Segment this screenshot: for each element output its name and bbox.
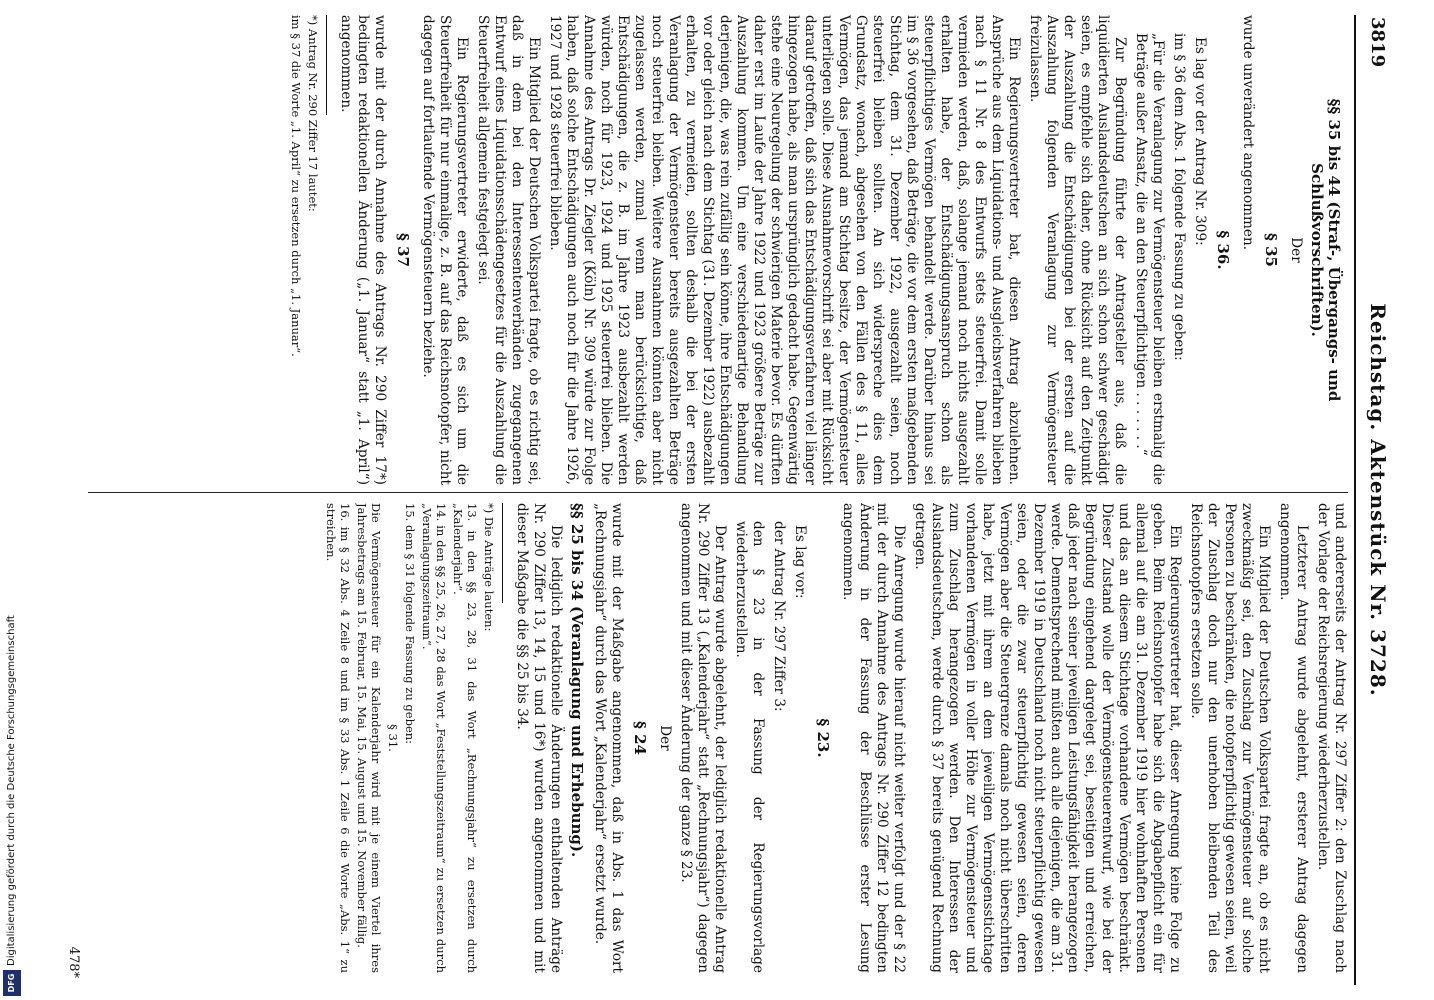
- column-divider: [88, 492, 1348, 493]
- paragraph: Ein Regierungsvertreter hat, dieser Anregung keine Folge zu geben. Beim Reichsnotopfer habe sich die Abgabepflicht ein für allemal auf die am 31. Dezember 1919 hier wohnhaften Personen und das an diesem Stichtage vorhandene Vermögen beschränkt. Dieser Zustand wolle der Vermögensteuerentwurf, wie bei der Begründung eingehend dargelegt sei, beseitigen und erreichen, daß jeder nach seiner jeweiligen Leistungsfähigkeit herangezogen werde. Dementsprechend müßten auch alle diejenigen, die am 31. Dezember 1919 in Deutschland noch nicht steuerpflichtig gewesen seien, oder die zwar steuerpflichtig gewesen seien, deren Vermögen aber die Steuergrenze damals noch nicht überschritten habe, jetzt mit ihrem an dem jeweiligen Vermögensstichtage vorhandenen Vermögen in voller Höhe zur Vermögensteuer und zum Zuschlag herangezogen werden. Den Interessen der Auslandsdeutschen, werde durch § 37 bereits genügend Rechnung getragen.: [912, 503, 1183, 973]
- text-antrag-297: der Antrag Nr. 297 Ziffer 3:: [771, 521, 787, 712]
- footnotes: [324, 503, 496, 973]
- paragraph: wurde mit der durch Annahme des Antrags Nr. 290 Ziffer 17*) bedingten redaktionellen Änderung („1. Januar“ statt „1. April“) angenommen.: [338, 15, 388, 485]
- paragraph: Die lediglich redaktionelle Änderungen enthaltenden Anträge Nr. 290 Ziffer 13, 14, 15 und 16*) wurden angenommen und mit dieser Maßgabe die §§ 25 bis 34.: [514, 503, 564, 973]
- paragraph: Letzterer Antrag wurde abgelehnt, ersterer Antrag dagegen angenommen.: [1277, 503, 1310, 973]
- footnote: im § 37 die Worte „1. April“ zu ersetzen durch „1. Januar“.: [289, 15, 303, 357]
- paragraph: Zur Begründung führte der Antragsteller aus, daß die liquidierten Auslandsdeutschen an sich schon schwer geschädigt seien, es empfehle sich daher, ohne Rücksicht auf den Zeitpunkt der Auszahlung die Entschädigungen bei der ersten auf die Auszahlung folgenden Veranlagung zur Vermögensteuer freizulassen.: [1027, 15, 1128, 485]
- credit-text: Digitalisierung gefördert durch die Deutsche Forschungsgemeinschaft: [6, 615, 17, 966]
- footnote: 14. in den §§ 25, 26, 27, 28 das Wort „Feststellungszeitraum“ zu ersetzen durch „Veranlagungszeitraum“.: [420, 503, 448, 973]
- section-heading-35: § 35: [1262, 233, 1280, 267]
- text-36-abs1: im § 36 dem Abs. 1 folgende Fassung zu geben:: [1171, 33, 1187, 361]
- footnote-rule: [326, 15, 327, 115]
- section-heading-35-44: §§ 35 bis 44 (Straf-, Übergangs- und Schlußvorschriften).: [1308, 98, 1343, 402]
- text-es-lag-vor: Es lag vor:: [792, 525, 808, 599]
- paragraph: Ein Regierungsvertreter bat, diesen Antrag abzulehnen. Ansprüche aus dem Liquidations- und Ausgleichsverfahren blieben nach § 11 Nr. 8 des Entwurfs stets steuerfrei. Damit solle vermieden werden, daß, solange jemand noch nichts ausgezahlt erhalten habe, der Entschädigungsanspruch schon als steuerpflichtiges Vermögen behandelt werde. Darüber hinaus sei im § 36 vorgesehen, daß Beträge, die vor dem ersten maßgebenden Stichtag, dem 31. Dezember 1922, ausgezahlt seien, noch steuerfrei bleiben sollten. An sich widerspreche dies dem Grundsatz, wonach, abgesehen von den Fällen des § 11, alles Vermögen, das jemand am Stichtag besitze, der Vermögensteuer unterliegen solle. Diese Ausnahmevorschrift sei aber mit Rücksicht darauf getroffen, daß sich das Entschädigungsverfahren viel länger hingezogen habe, als man ursprünglich gedacht habe. Gegenwärtig stehe eine Neuregelung der schwierigen Materie bevor. Es dürften daher erst im Laufe der Jahre 1922 und 1923 größere Beträge zur Auszahlung kommen. Um eine verschiedenartige Behandlung derjenigen, die, was rein zufällig sein könne, ihre Entschädigungen vor oder gleich nach dem Stichtag (31. Dezember 1922) ausbezahlt erhalten, zu vermeiden, sollten deshalb die bei der ersten Veranlagung der Vermögensteuer bereits ausgezahlten Beträge noch steuerfrei bleiben. Weitere Ausnahmen könnten aber nicht zugelassen werden, zumal wenn man berücksichtige, daß Entschädigungen, die z. B. im Jahre 1923 ausbezahlt werden würden, noch für 1923, 1924 und 1925 steuerfrei blieben. Die Annahme des Antrags Dr. Ziegler (Köln) Nr. 309 würde zur Folge haben, daß solche Entschädigungen auch noch für die Jahre 1926, 1927 und 1928 steuerfrei blieben.: [547, 15, 1022, 485]
- dfg-logo-icon: DFG: [3, 970, 21, 996]
- section-heading-24: § 24: [631, 721, 649, 755]
- footnote: 15. dem § 31 folgende Fassung zu geben:: [403, 503, 417, 745]
- digitization-credit: [0, 0, 24, 1000]
- quote-36: „Für die Veranlagung zur Vermögensteuer bleiben erstmalig die Beträge außer Ansatz, die an den Steuerpflichtigen . . . . . . .“: [1133, 33, 1166, 485]
- paragraph: Ein Mitglied der Deutschen Volkspartei fragte, ob es richtig sei, daß in dem bei den Interessentenverbänden zugegangenen Entwurf eines Liquidationsschädengesetzes für die Auszahlung die Steuerfreiheit allgemein festgelegt sei.: [475, 15, 542, 485]
- section-heading-23: § 23.: [814, 718, 832, 758]
- section-heading-36: § 36.: [1214, 230, 1232, 270]
- page-header: [1354, 15, 1390, 985]
- text-antrag-309: Es lag vor der Antrag Nr. 309:: [1192, 37, 1208, 246]
- paragraph: Der Antrag wurde abgelehnt, der lediglich redaktionelle Antrag Nr. 290 Ziffer 13 („Kalenderjahr“ statt „Rechnungsjahr“) dagegen angenommen und mit dieser Änderung der ganze § 23.: [678, 503, 728, 973]
- section-heading-25-34: §§ 25 bis 34 (Veranlagung und Erhebung).: [568, 503, 586, 858]
- right-column: [88, 503, 1348, 973]
- footnote-rule: [502, 503, 503, 603]
- text-unchanged: wurde unverändert angenommen.: [1240, 15, 1256, 251]
- paragraph: Ein Regierungsvertreter erwiderte, daß es sich um die Steuerfreiheit für nur einmalige, z. B. auf das Reichsnotopfer, nicht dagegen auf fortlaufende Vermögensteuern beziehe.: [420, 15, 470, 485]
- footnote: § 31.: [386, 724, 400, 752]
- footnote: 13. in den §§ 23, 28, 31 das Wort „Rechnungsjahr“ zu ersetzen durch „Kalenderjahr“.: [451, 503, 479, 973]
- paragraph: Ein Mitglied der Deutschen Volkspartei fragte an, ob es nicht zweckmäßig sei, den Zuschlag zur Vermögensteuer auf solche Personen zu beschränken, die notopferpflichtig gewesen seien, weil der Zuschlag doch nur den unerhoben bleibenden Teil des Reichsnotopfers ersetzen solle.: [1188, 503, 1272, 973]
- left-column: [88, 15, 1348, 485]
- footnote: 16. im § 32 Abs. 4 Zeile 8 und im § 33 Abs. 1 Zeile 6 die Worte „Abs. 1“ zu streichen.: [324, 503, 352, 973]
- paragraph: Die Anregung wurde hierauf nicht weiter verfolgt und der § 22 mit der durch Annahme des Antrags Nr. 290 Ziffer 12 bedingten Änderung in der Fassung der Beschlüsse erster Lesung angenommen.: [840, 503, 907, 973]
- footnote: Die Vermögensteuer für ein Kalenderjahr wird mit je einem Viertel ihres Jahresbetrags am 15. Februar, 15. Mai, 15. August und 15. November fällig.: [355, 503, 383, 973]
- page-number-header: 3819: [1367, 17, 1388, 68]
- text-23-wiederherstellen: den § 23 in der Fassung der Regierungsvorlage wiederherzustellen.: [733, 521, 766, 973]
- paragraph: und andererseits der Antrag Nr. 297 Ziffer 2: den Zuschlag nach der Vorlage der Reichsregierung wiederherzustellen.: [1315, 503, 1348, 973]
- paragraph: wurde mit der Maßgabe angenommen, daß in Abs. 1 das Wort „Rechnungsjahr“ durch das Wort „Kalenderjahr“ ersetzt wurde.: [592, 503, 625, 973]
- footnote: *) Die Anträge lauten:: [482, 503, 496, 632]
- document-title: Reichstag. Aktenstück Nr. 3728.: [1366, 303, 1390, 697]
- footnote: *) Antrag Nr. 290 Ziffer 17 lautet:: [306, 15, 320, 212]
- text-der: Der: [657, 725, 673, 751]
- section-heading-37: § 37: [394, 233, 412, 267]
- text-der: Der: [1288, 237, 1304, 263]
- page-footer-number: 478*: [66, 946, 81, 978]
